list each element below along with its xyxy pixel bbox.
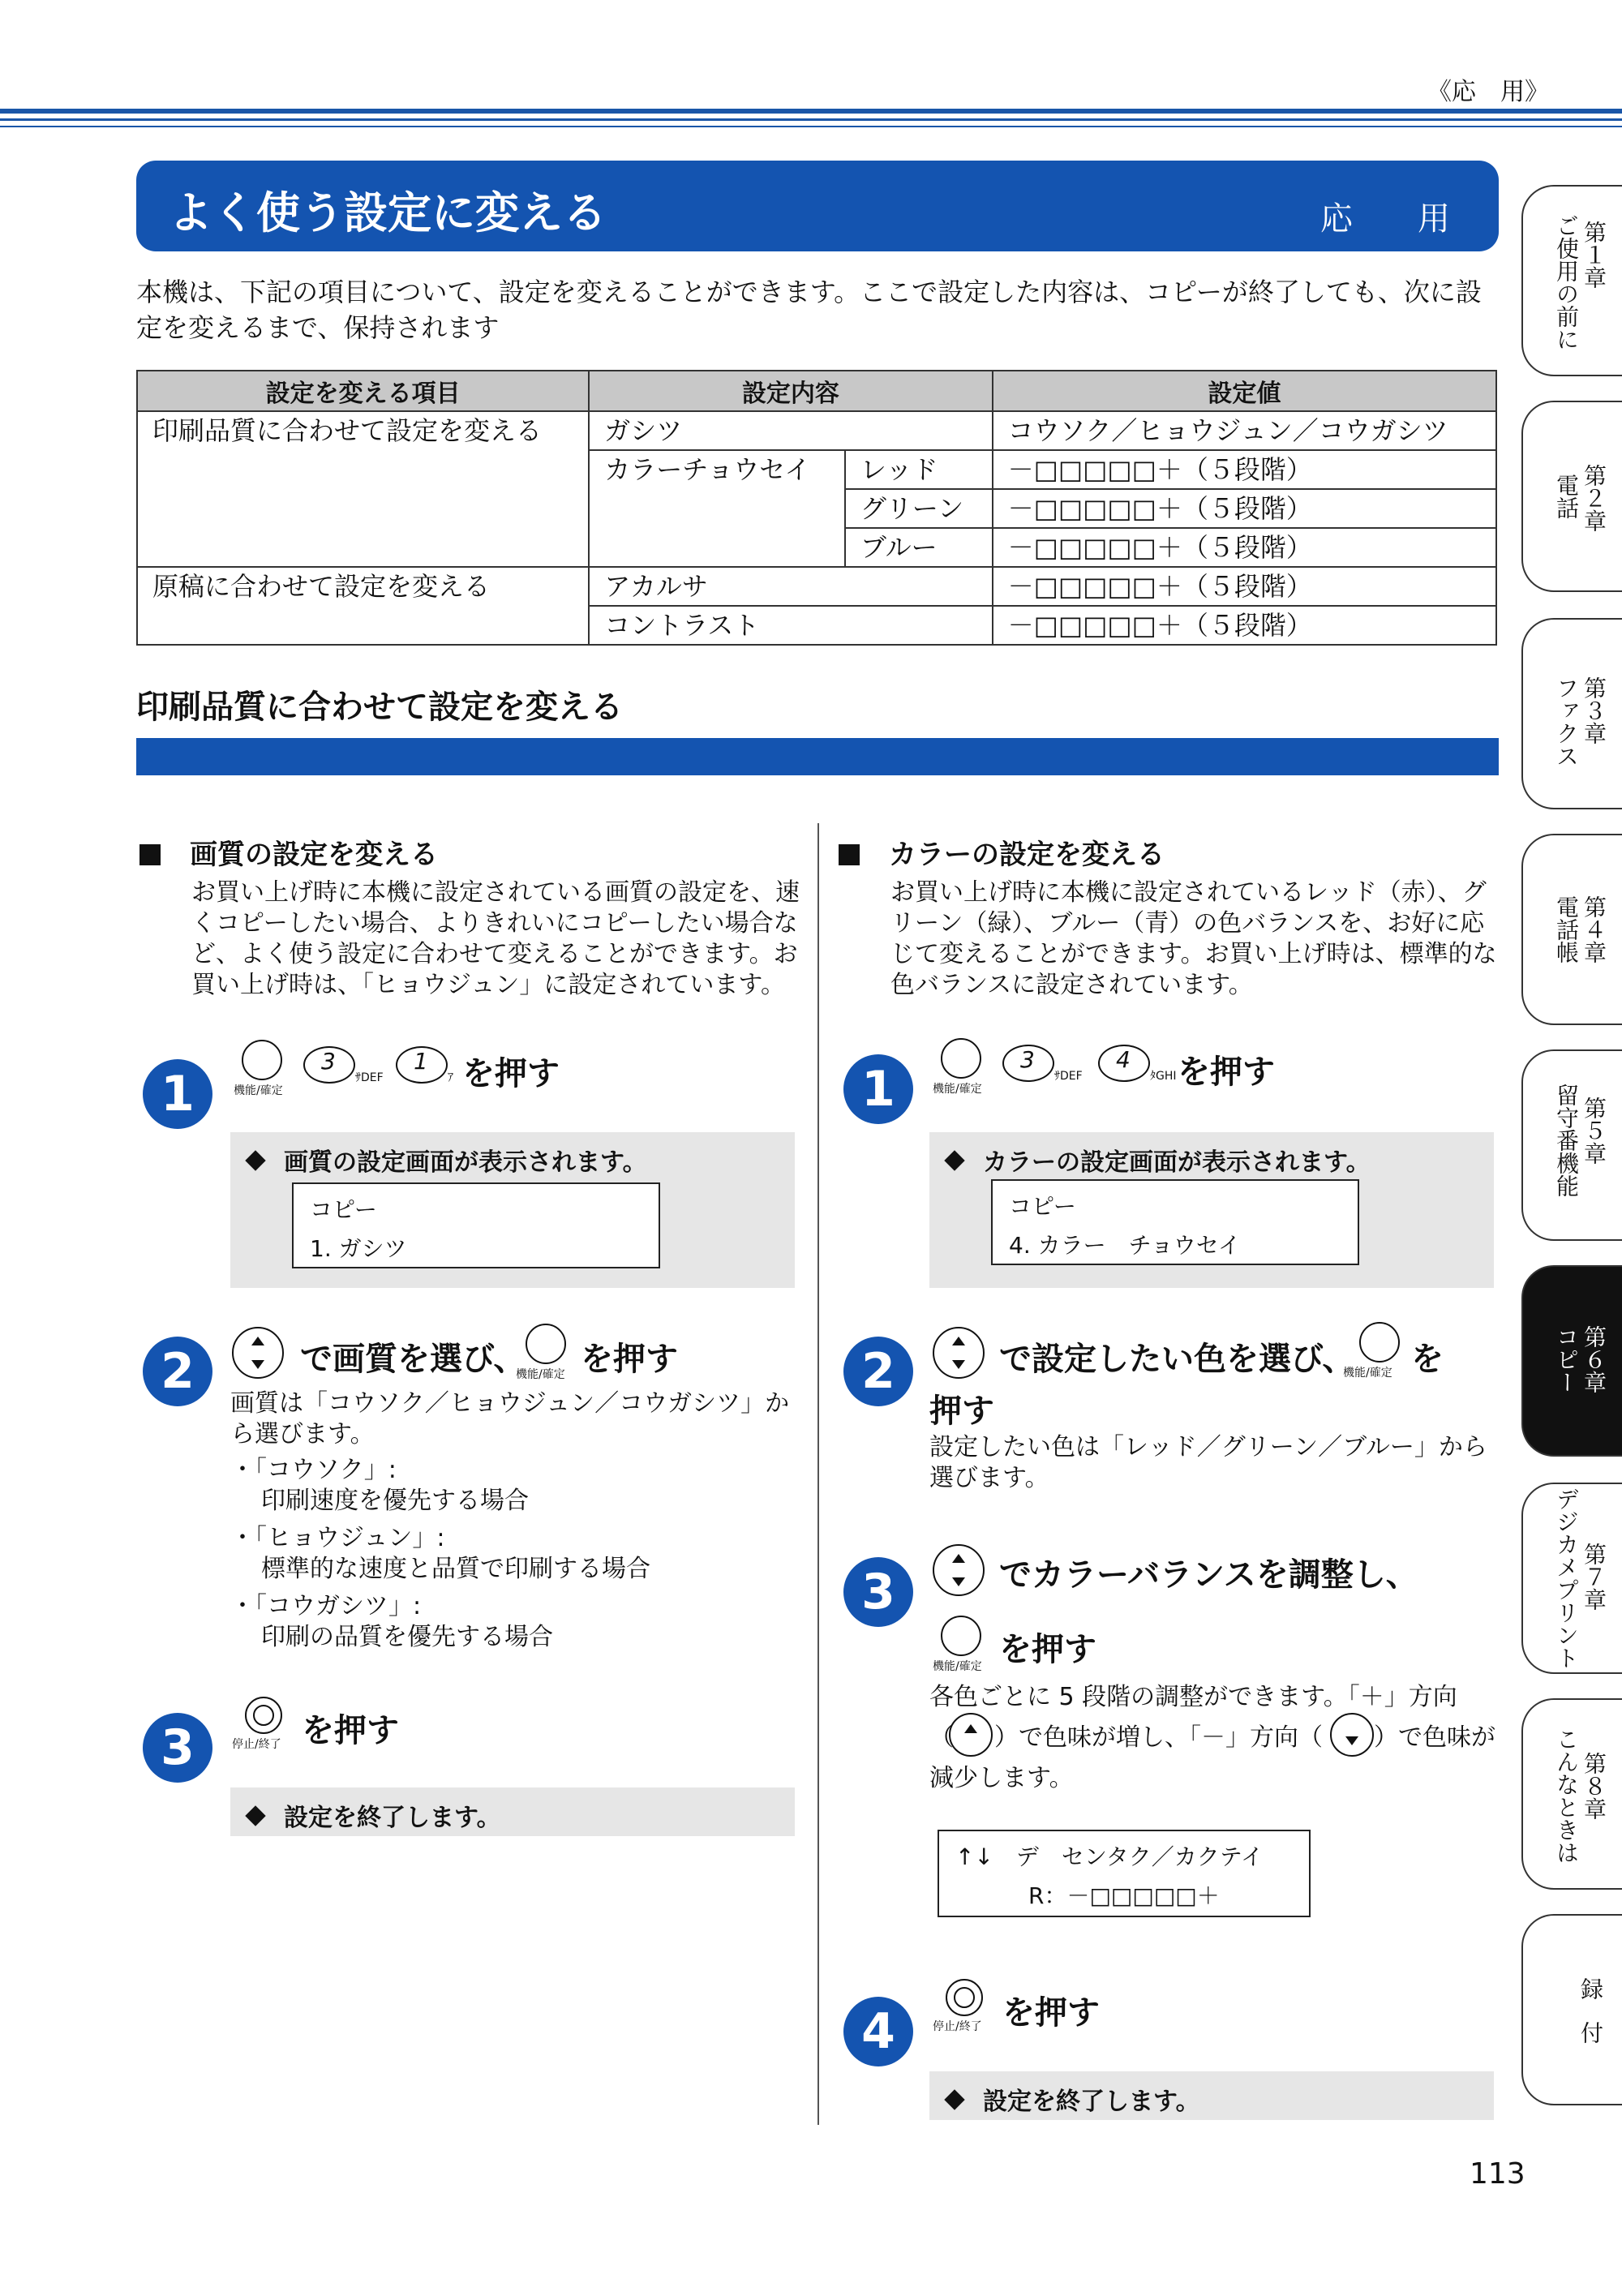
step-instruction: でカラーバランスを調整し、 [999, 1556, 1418, 1594]
step-instruction: を [1411, 1341, 1444, 1378]
table-cell: －□□□□□＋（５段階） [993, 450, 1496, 489]
circle-key-icon [1359, 1322, 1400, 1363]
circle-key-icon [242, 1040, 282, 1080]
result-box [230, 1787, 795, 1836]
table-row [137, 567, 1496, 606]
result-text: 設定を終了します。 [248, 1797, 501, 1833]
step-body: ）で色味が [1374, 1723, 1495, 1752]
step-instruction: 押す [929, 1393, 994, 1430]
circle-key-icon [941, 1038, 981, 1079]
table-cell [137, 606, 589, 645]
tab-chapter-8[interactable]: 第８章 こんなときは [1521, 1698, 1622, 1890]
result-text: 画質の設定画面が表示されます。 [248, 1142, 647, 1178]
lcd-display [991, 1179, 1359, 1265]
lcd-line-1: ↑↓ デ センタク／カクテイ [955, 1843, 1264, 1870]
diamond-bullet-icon [944, 1150, 964, 1170]
circle-key-icon [941, 1616, 981, 1656]
lcd-display [292, 1182, 660, 1268]
table-cell: カラーチョウセイ [589, 450, 845, 489]
header-rule-thin [0, 126, 1622, 127]
header-rule [0, 109, 1622, 114]
header-rule-thin [0, 118, 1622, 121]
table-header-cell: 設定値 [993, 371, 1496, 411]
step-number-1: 1 [843, 1054, 913, 1124]
list-item: 印刷の品質を優先する場合 [261, 1623, 553, 1651]
table-cell [589, 489, 845, 528]
table-cell: －□□□□□＋（５段階） [993, 606, 1496, 645]
table-cell [137, 450, 589, 489]
step-instruction: を押す [1002, 1994, 1100, 2032]
result-box [929, 1132, 1494, 1288]
section-bar [136, 738, 1499, 775]
step-instruction: を押す [1178, 1054, 1275, 1091]
step-number-2: 2 [843, 1337, 913, 1406]
table-row [137, 411, 1496, 450]
right-description: お買い上げ時に本機に設定されているレッド（赤）、グリーン（緑）、ブルー（青）の色バランスを、お好に応じて変えることができます。お買い上げ時は、標準的な色バランスに設定されています。 [890, 878, 1497, 999]
page-title: よく使う設定に変える [169, 187, 607, 238]
step-body: 各色ごとに 5 段階の調整ができます。「＋」方向 [929, 1683, 1457, 1711]
list-item: ・「ヒョウジュン」: [230, 1524, 445, 1552]
table-row [137, 606, 1496, 645]
table-cell: アカルサ [589, 567, 992, 606]
table-cell: レッド [845, 450, 993, 489]
step-number-2: 2 [143, 1337, 212, 1406]
page-number: 113 [1470, 2157, 1525, 2191]
tab-chapter-7[interactable]: 第７章 デジカメプリント [1521, 1483, 1622, 1674]
square-bullet-icon [839, 844, 860, 865]
table-cell: ガシツ [589, 411, 992, 450]
up-down-arrow-key-icon [933, 1327, 985, 1379]
tab-chapter-6[interactable]: 第６章 コピー [1521, 1265, 1622, 1457]
diamond-bullet-icon [944, 2089, 964, 2109]
table-row [137, 528, 1496, 567]
table-cell [137, 528, 589, 567]
step-body: 画質は「コウソク／ヒョウジュン／コウガシツ」から選びます。 [230, 1389, 790, 1448]
table-cell: －□□□□□＋（５段階） [993, 528, 1496, 567]
tab-appendix[interactable]: 付 録 [1521, 1914, 1622, 2105]
step-instruction: を押す [302, 1712, 399, 1749]
tab-chapter-3[interactable]: 第３章 ファクス [1521, 618, 1622, 809]
diamond-bullet-icon [245, 1150, 265, 1170]
result-text: カラーの設定画面が表示されます。 [947, 1142, 1371, 1178]
result-text: 設定を終了します。 [947, 2081, 1200, 2117]
settings-table [136, 370, 1497, 646]
page-title-tag: 応 用 [1320, 200, 1466, 238]
stop-key-icon [245, 1697, 282, 1734]
table-cell [137, 489, 589, 528]
list-item: 印刷速度を優先する場合 [261, 1487, 529, 1515]
step-instruction: で設定したい色を選び、 [999, 1341, 1355, 1378]
section-title: 印刷品質に合わせて設定を変える [136, 689, 623, 726]
column-divider [817, 823, 819, 2125]
step-body: （ [929, 1723, 954, 1752]
square-bullet-icon [139, 844, 161, 865]
diamond-bullet-icon [245, 1805, 265, 1826]
list-item: 標準的な速度と品質で印刷する場合 [261, 1555, 650, 1583]
table-cell: ブルー [845, 528, 993, 567]
page-title-bar [136, 161, 1499, 251]
intro-text: 本機は、下記の項目について、設定を変えることができます。ここで設定した内容は、コピーが終了しても、次に設定を変えるまで、保持されます [136, 277, 1482, 343]
table-header-cell: 設定内容 [589, 371, 992, 411]
step-instruction: を押す [999, 1631, 1096, 1668]
up-arrow-key-icon [949, 1713, 993, 1757]
table-cell: コントラスト [589, 606, 992, 645]
lcd-line-2: 1. ガシツ [310, 1235, 407, 1262]
step-body: ）で色味が増し、「－」方向（ [994, 1723, 1323, 1752]
table-cell: －□□□□□＋（５段階） [993, 489, 1496, 528]
tab-chapter-2[interactable]: 第２章 電話 [1521, 401, 1622, 592]
step-number-3: 3 [143, 1713, 212, 1783]
table-cell: コウソク／ヒョウジュン／コウガシツ [993, 411, 1496, 450]
lcd-display [938, 1830, 1311, 1917]
step-number-4: 4 [843, 1997, 913, 2066]
table-cell: －□□□□□＋（５段階） [993, 567, 1496, 606]
tab-chapter-5[interactable]: 第５章 留守番機能 [1521, 1049, 1622, 1241]
table-cell [589, 528, 845, 567]
table-cell-group: 印刷品質に合わせて設定を変える [137, 411, 589, 450]
list-item: ・「コウガシツ」: [230, 1592, 422, 1620]
up-down-arrow-key-icon [232, 1327, 284, 1379]
step-instruction: で画質を選び、 [300, 1341, 526, 1378]
tab-chapter-1[interactable]: 第１章 ご使用の前に [1521, 185, 1622, 376]
lcd-line-1: コピー [310, 1196, 377, 1223]
list-item: ・「コウソク」: [230, 1456, 397, 1484]
left-subheading: 画質の設定を変える [139, 832, 438, 872]
up-down-arrow-key-icon [933, 1544, 985, 1596]
step-body: 減少します。 [929, 1764, 1074, 1792]
table-cell-group: 原稿に合わせて設定を変える [137, 567, 589, 606]
table-cell: グリーン [845, 489, 993, 528]
lcd-line-2: 4. カラー チョウセイ [1009, 1232, 1241, 1259]
right-subheading: カラーの設定を変える [839, 832, 1165, 872]
circle-key-icon [526, 1324, 566, 1364]
result-box [230, 1132, 795, 1288]
stop-key-icon [946, 1979, 983, 2016]
table-header-cell: 設定を変える項目 [137, 371, 589, 411]
step-instruction: を押す [462, 1055, 560, 1092]
tab-chapter-4[interactable]: 第４章 電話帳 [1521, 834, 1622, 1025]
step-body: 設定したい色は「レッド／グリーン／ブルー」から選びます。 [929, 1433, 1487, 1492]
down-arrow-key-icon [1330, 1713, 1374, 1757]
table-row [137, 450, 1496, 489]
step-number-1: 1 [143, 1059, 212, 1129]
lcd-line-1: コピー [1009, 1193, 1076, 1220]
result-box [929, 2071, 1494, 2120]
table-row [137, 489, 1496, 528]
table-header-row [137, 371, 1496, 411]
header-section-label: 《応 用》 [1427, 78, 1549, 106]
lcd-line-2: R：－□□□□□＋ [1028, 1882, 1220, 1909]
step-instruction: を押す [581, 1341, 678, 1378]
step-number-3: 3 [843, 1557, 913, 1627]
left-description: お買い上げ時に本機に設定されている画質の設定を、速くコピーしたい場合、よりきれいにコピーしたい場合など、よく使う設定に合わせて変えることができます。お買い上げ時は、「ヒョウジュン」に設定されています。 [191, 878, 800, 999]
